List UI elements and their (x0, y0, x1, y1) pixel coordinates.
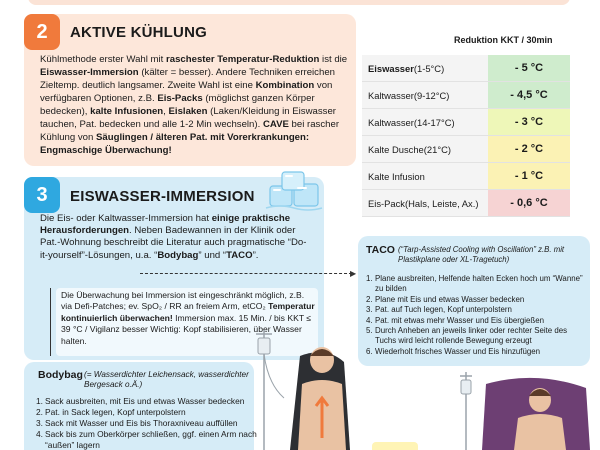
row-label-main: Eis-Pack (368, 197, 405, 209)
list-item-number: 5. (366, 326, 373, 336)
list-item (366, 295, 590, 305)
text-run: Bodybag (157, 249, 199, 261)
row-label-main: Kaltwasser (368, 116, 414, 128)
row-label-detail: (14-17°C) (413, 116, 455, 128)
row-label-detail: (9-12°C) (413, 89, 450, 101)
row-label-main: Kaltwasser (368, 89, 414, 101)
arrow-to-taco (140, 273, 352, 274)
table-header: Reduktion KKT / 30min (454, 35, 553, 45)
row-label (362, 55, 488, 81)
bodybag-subtitle: (= Wasserdichter Leichensack, wasserdichter Bergesack o.Ä.) (84, 370, 249, 389)
list-item (36, 429, 260, 450)
row-label (362, 136, 488, 162)
text-run: ist die (319, 54, 348, 65)
list-item (36, 418, 260, 429)
text-run: Säuglingen / älteren Pat. mit Vorerkrankungen: Engmaschige Überwachung! (40, 132, 310, 156)
text-run: raschester Temperatur-Reduktion (166, 54, 320, 65)
list-item-text: Pat. auf Tuch legen, Kopf unterpolstern (375, 305, 512, 315)
section-body-text (40, 53, 352, 157)
text-run: TACO (226, 249, 253, 261)
table-row (362, 190, 570, 217)
text-run: Eislaken (168, 106, 208, 117)
list-item-number: 1. (366, 274, 373, 283)
list-item-text: Durch Anheben an jeweils linker oder rechter Seite des Tuchs wird leicht rollende Bewegung erzeugt (375, 326, 568, 346)
list-item-text: Pat. mit etwas mehr Wasser und Eis übergießen (375, 315, 544, 325)
list-item-text: Sack bis zum Oberkörper schließen, ggf. einen Arm nach “außen” lagern (45, 429, 257, 450)
text-run: Immersion max. 15 Min. / bis KKT ≤ 39 °C / Vigilanz besser Wichtig: Kopf stabilisieren, über Wasser halten. (61, 312, 312, 346)
text-run: Kombination (255, 80, 315, 91)
row-label-main: Kalte Dusche (368, 143, 424, 155)
list-item-text: Plane mit Eis und etwas Wasser bedecken (375, 294, 525, 304)
list-item-text: Plane ausbreiten, Helfende halten Ecken hoch um “Wanne” zu bilden (375, 274, 583, 294)
table-row (362, 136, 570, 163)
text-run: . Neben Badewannen in der Klinik oder Pat.-Wohnung beschreibt die Literatur auch pragmatische “Do-it-yourself”-Lösungen, u.a. “ (40, 225, 307, 261)
list-item-text: Sack mit Wasser und Eis bis Thoraxniveau auffüllen (45, 418, 238, 428)
text-run: von verfügbaren Optionen, z.B. (40, 80, 333, 104)
row-label-detail: (21°C) (423, 143, 451, 155)
list-item-number: 1. (36, 396, 43, 406)
row-value: - 4,5 °C (488, 82, 570, 108)
bodybag-steps (36, 396, 260, 450)
list-item (366, 316, 590, 326)
row-value: - 5 °C (488, 55, 570, 81)
section-title: EISWASSER-IMMERSION (70, 188, 255, 205)
text-run: (möglichst ganzen Körper bedecken), (40, 93, 315, 117)
list-item-number: 6. (366, 346, 373, 356)
list-item-text: Sack ausbreiten, mit Eis und etwas Wasser bedecken (45, 396, 245, 406)
row-label-main: Eiswasser (368, 62, 414, 74)
arrow-head-icon: ▶ (350, 269, 357, 278)
text-run: CAVE (262, 119, 289, 130)
list-item (366, 305, 590, 315)
previous-section-strip (28, 0, 570, 5)
text-run: , (163, 106, 169, 117)
row-value: - 1 °C (488, 163, 570, 189)
text-run: Temperatur kontinuierlich überwachen! (61, 301, 315, 323)
text-run: bei rascher Kühlung von (40, 119, 340, 143)
list-item-number: 2. (366, 294, 373, 304)
list-item (366, 326, 590, 347)
bodybag-title: Bodybag (38, 369, 83, 381)
row-label-detail: (Hals, Leiste, Ax.) (405, 197, 479, 209)
taco-subtitle: (“Tarp-Assisted Cooling with Oscillation” z.B. mit Plastikplane oder XL-Tragetuch) (398, 245, 565, 264)
bodybag-patient-illustration (246, 326, 358, 450)
table-row (362, 82, 570, 109)
section-body-text (40, 213, 314, 262)
taco-patient-illustration (456, 366, 600, 450)
row-value: - 2 °C (488, 136, 570, 162)
table-row (362, 55, 570, 82)
note-connector-line (50, 288, 51, 356)
list-item-number: 4. (36, 429, 43, 439)
text-run: Eis-Packs (157, 93, 203, 104)
text-run: Eiswasser-Immersion (40, 67, 139, 78)
list-item (36, 396, 260, 407)
taco-title: TACO (366, 244, 395, 256)
list-item-number: 4. (366, 315, 373, 325)
text-run: kalte Infusionen (90, 106, 164, 117)
row-value: - 3 °C (488, 109, 570, 135)
text-run: ” und “ (198, 249, 227, 261)
section-number-badge: 2 (24, 14, 60, 50)
text-run: (kälter = besser). Andere Techniken erreichen Zieltemp. deutlich langsamer. Zweite Wahl ist eine (40, 67, 335, 91)
list-item (366, 347, 590, 357)
list-item-number: 3. (36, 418, 43, 428)
row-label (362, 163, 488, 189)
row-label (362, 109, 488, 135)
taco-steps (366, 274, 590, 357)
list-item (36, 407, 260, 418)
row-value: - 0,6 °C (488, 190, 570, 216)
text-run: Die Überwachung bei Immersion ist eingeschränkt möglich, z.B. via Defi-Patches; ev. SpO₂ / RR an freiem Arm, etCO₂ (61, 290, 305, 312)
row-label-detail: (1-5°C) (413, 62, 445, 74)
table-row (362, 163, 570, 190)
row-label (362, 82, 488, 108)
text-run: einige praktische Herausforderungen (40, 213, 291, 237)
cooling-reduction-table (362, 55, 570, 217)
table-row (362, 109, 570, 136)
section-title: AKTIVE KÜHLUNG (70, 24, 207, 41)
text-run: Kühlmethode erster Wahl mit (40, 54, 167, 65)
text-run: Die Eis- oder Kaltwasser-Immersion hat (40, 213, 212, 224)
list-item-number: 2. (36, 407, 43, 417)
decorative-tab (372, 442, 418, 450)
list-item-number: 3. (366, 305, 373, 315)
text-run: ”. (252, 249, 259, 261)
list-item-text: Wiederholt frisches Wasser und Eis hinzufügen (375, 346, 541, 356)
row-label (362, 190, 488, 216)
row-label-main: Kalte Infusion (368, 170, 425, 182)
section-number-badge: 3 (24, 177, 60, 213)
text-run: (Laken/Kleidung in Eiswasser tauchen, Pat. bedecken und alle 1-2 Min wechseln). (40, 106, 336, 130)
list-item-text: Pat. in Sack legen, Kopf unterpolstern (45, 407, 186, 417)
ice-cubes-icon (264, 170, 324, 212)
list-item (366, 274, 590, 295)
